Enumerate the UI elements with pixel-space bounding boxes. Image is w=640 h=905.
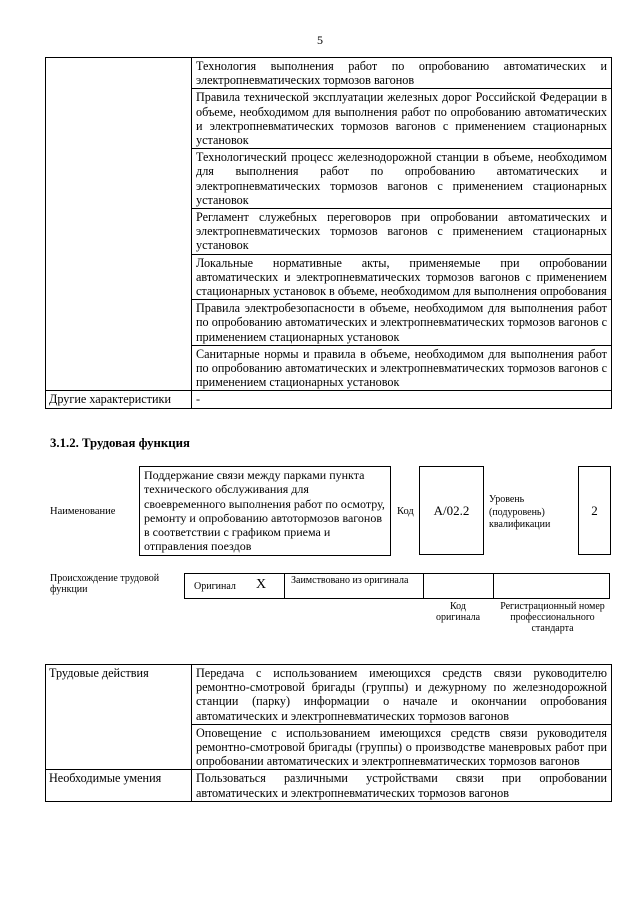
knowledge-item: Регламент служебных переговоров при опробовании автоматических и электропневматических тормозов вагонов с применением стационарных установок [192, 209, 612, 255]
level-label: Уровень (подуровень) квалификации [489, 494, 551, 530]
other-characteristics-label: Другие характеристики [46, 391, 192, 408]
level-value-box: 2 [578, 466, 611, 555]
actions-table [45, 664, 612, 802]
knowledge-item: Технологический процесс железнодорожной станции в объеме, необходимом для выполнения работ по опробованию автоматических и электропневматических тормозов вагонов с применением стационарных установок [192, 149, 612, 209]
table-row [46, 665, 612, 725]
function-name-box: Поддержание связи между парками пункта технического обслуживания для своевременного выполнения работ по осмотру, ремонту и опробованию автотормозов вагонов в соответствии с графиком приема и отправления поездов [139, 466, 391, 556]
code-caption: Код оригинала [435, 601, 481, 623]
action-item: Оповещение с использованием имеющихся средств связи руководителя ремонтно-смотровой бригады (группы) о производстве маневровых работ при опробовании автоматических и электропневматических тормозов вагонов [192, 724, 612, 770]
origin-reg-cell [493, 573, 610, 599]
borrowed-label: Заимствовано из оригинала [291, 575, 409, 586]
knowledge-table [45, 57, 612, 409]
origin-original-cell [184, 573, 285, 599]
origin-borrowed-cell [284, 573, 424, 599]
origin-code-cell [423, 573, 494, 599]
reg-caption: Регистрационный номер профессионального стандарта [500, 601, 605, 634]
knowledge-item: Технология выполнения работ по опробованию автоматических и электропневматических тормозов вагонов [192, 58, 612, 89]
section-heading: 3.1.2. Трудовая функция [50, 436, 190, 450]
original-label: Оригинал [194, 581, 236, 592]
table-row [46, 391, 612, 408]
knowledge-item: Правила технической эксплуатации железных дорог Российской Федерации в объеме, необходимом для выполнения работ по опробованию автоматических и электропневматических тормозов вагонов с применением стационарных установок [192, 89, 612, 149]
other-characteristics-value: - [192, 391, 612, 408]
knowledge-item: Санитарные нормы и правила в объеме, необходимом для выполнения работ по опробованию автоматических и электропневматических тормозов вагонов с применением стационарных установок [192, 345, 612, 391]
knowledge-item: Локальные нормативные акты, применяемые при опробовании автоматических и электропневматических тормозов вагонов с применением стационарных установок в объеме, необходимом для выполнения опробования [192, 254, 612, 300]
page-number: 5 [317, 33, 323, 47]
origin-row [184, 573, 610, 599]
original-mark: X [256, 577, 267, 592]
name-label: Наименование [50, 506, 116, 517]
action-item: Передача с использованием имеющихся средств связи руководителю ремонтно-смотровой бригады (группы) и дежурному по железнодорожной станции (парку) информации о начале и окончании опробования автоматических и электропневматических тормозов вагонов [192, 665, 612, 725]
code-value-box: А/02.2 [419, 466, 484, 555]
origin-label: Происхождение трудовой функции [50, 573, 160, 595]
skills-label: Необходимые умения [46, 770, 192, 801]
table-row [46, 58, 612, 89]
table-row [46, 770, 612, 801]
empty-label-cell [46, 58, 192, 391]
skill-item: Пользоваться различными устройствами связи при опробовании автоматических и электропневматических тормозов вагонов [192, 770, 612, 801]
knowledge-item: Правила электробезопасности в объеме, необходимом для выполнения работ по опробованию автоматических и электропневматических тормозов вагонов с применением стационарных установок [192, 300, 612, 346]
actions-label: Трудовые действия [46, 665, 192, 770]
code-label: Код [397, 506, 414, 517]
